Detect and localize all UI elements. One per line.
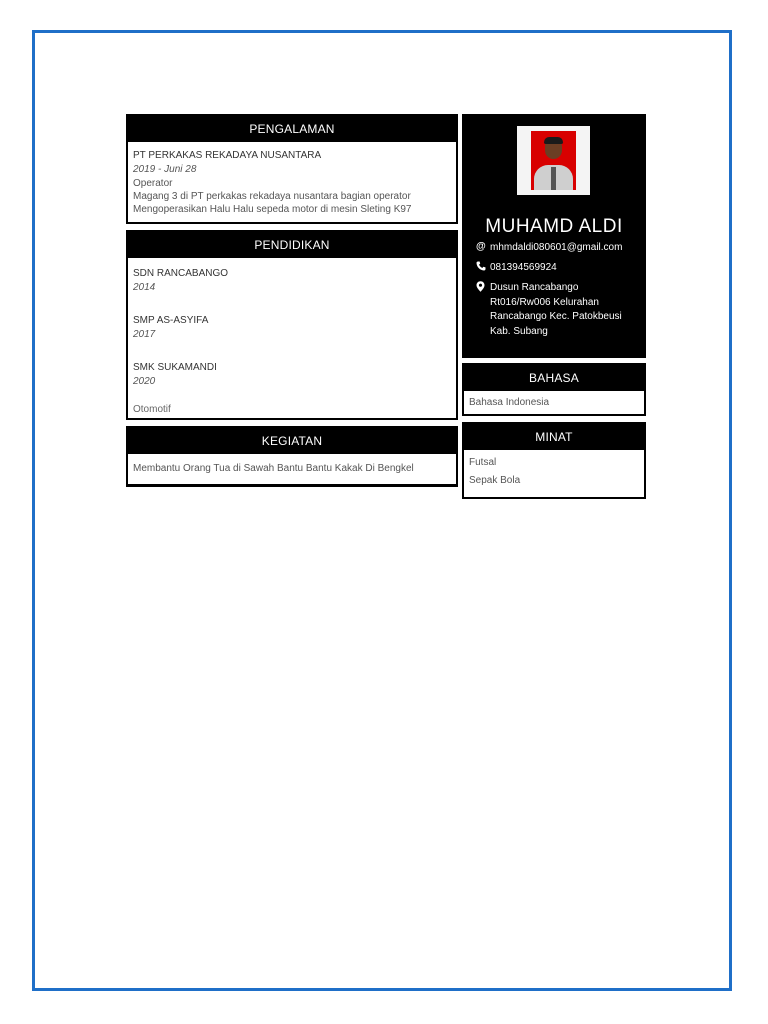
education-section bbox=[126, 230, 458, 420]
profile-photo-frame bbox=[517, 126, 590, 195]
education-year: 2020 bbox=[133, 376, 156, 387]
experience-role: Operator bbox=[133, 178, 173, 189]
education-school: SMP AS-ASYIFA bbox=[133, 315, 209, 326]
interests-body bbox=[464, 450, 644, 497]
experience-line: Magang 3 di PT perkakas rekadaya nusantara bagian operator bbox=[133, 191, 411, 202]
interests-header: MINAT bbox=[464, 424, 644, 450]
address-line: Dusun Rancabango bbox=[490, 282, 579, 293]
education-year: 2017 bbox=[133, 329, 156, 340]
email-row bbox=[476, 241, 640, 256]
profile-photo bbox=[531, 131, 576, 190]
education-school: SDN RANCABANGO bbox=[133, 268, 229, 279]
education-item bbox=[133, 268, 451, 293]
activities-section bbox=[126, 426, 458, 484]
address-line: Rancabango Kec. Patokbeusi bbox=[490, 311, 622, 322]
experience-period: 2019 - Juni 28 bbox=[133, 164, 197, 175]
at-icon: @ bbox=[476, 241, 486, 252]
experience-body bbox=[128, 142, 456, 222]
address-row bbox=[476, 281, 640, 339]
education-major: Otomotif bbox=[133, 404, 171, 415]
education-item bbox=[133, 315, 451, 340]
interest-item: Futsal bbox=[469, 457, 497, 468]
address-line: Kab. Subang bbox=[490, 325, 548, 337]
education-header: PENDIDIKAN bbox=[128, 232, 456, 258]
left-column bbox=[126, 114, 458, 487]
interest-item: Sepak Bola bbox=[469, 475, 521, 486]
profile-card bbox=[462, 114, 646, 358]
education-item bbox=[133, 362, 451, 387]
map-pin-icon bbox=[476, 281, 490, 339]
profile-name: MUHAMD ALDI bbox=[485, 216, 623, 237]
email-text: mhmdaldi080601@gmail.com bbox=[490, 242, 623, 253]
activities-bottom-rule bbox=[126, 484, 458, 487]
language-section bbox=[462, 363, 646, 416]
activities-text: Membantu Orang Tua di Sawah Bantu Bantu Kakak Di Bengkel bbox=[133, 463, 414, 474]
address-line: Rt016/Rw006 Kelurahan bbox=[490, 296, 599, 308]
experience-header: PENGALAMAN bbox=[128, 116, 456, 142]
interests-section bbox=[462, 422, 646, 499]
education-school: SMK SUKAMANDI bbox=[133, 362, 217, 373]
language-header: BAHASA bbox=[464, 365, 644, 391]
experience-section bbox=[126, 114, 458, 224]
education-body bbox=[128, 258, 456, 418]
experience-company: PT PERKAKAS REKADAYA NUSANTARA bbox=[133, 150, 322, 161]
experience-line: Mengoperasikan Halu Halu sepeda motor di mesin Sleting K97 bbox=[133, 204, 412, 215]
address-text bbox=[490, 281, 622, 339]
phone-row bbox=[476, 261, 640, 276]
phone-text: 081394569924 bbox=[490, 262, 557, 273]
education-year: 2014 bbox=[133, 282, 156, 293]
activities-header: KEGIATAN bbox=[128, 428, 456, 454]
phone-icon bbox=[476, 261, 490, 276]
language-value: Bahasa Indonesia bbox=[469, 397, 550, 408]
right-column bbox=[462, 114, 646, 505]
